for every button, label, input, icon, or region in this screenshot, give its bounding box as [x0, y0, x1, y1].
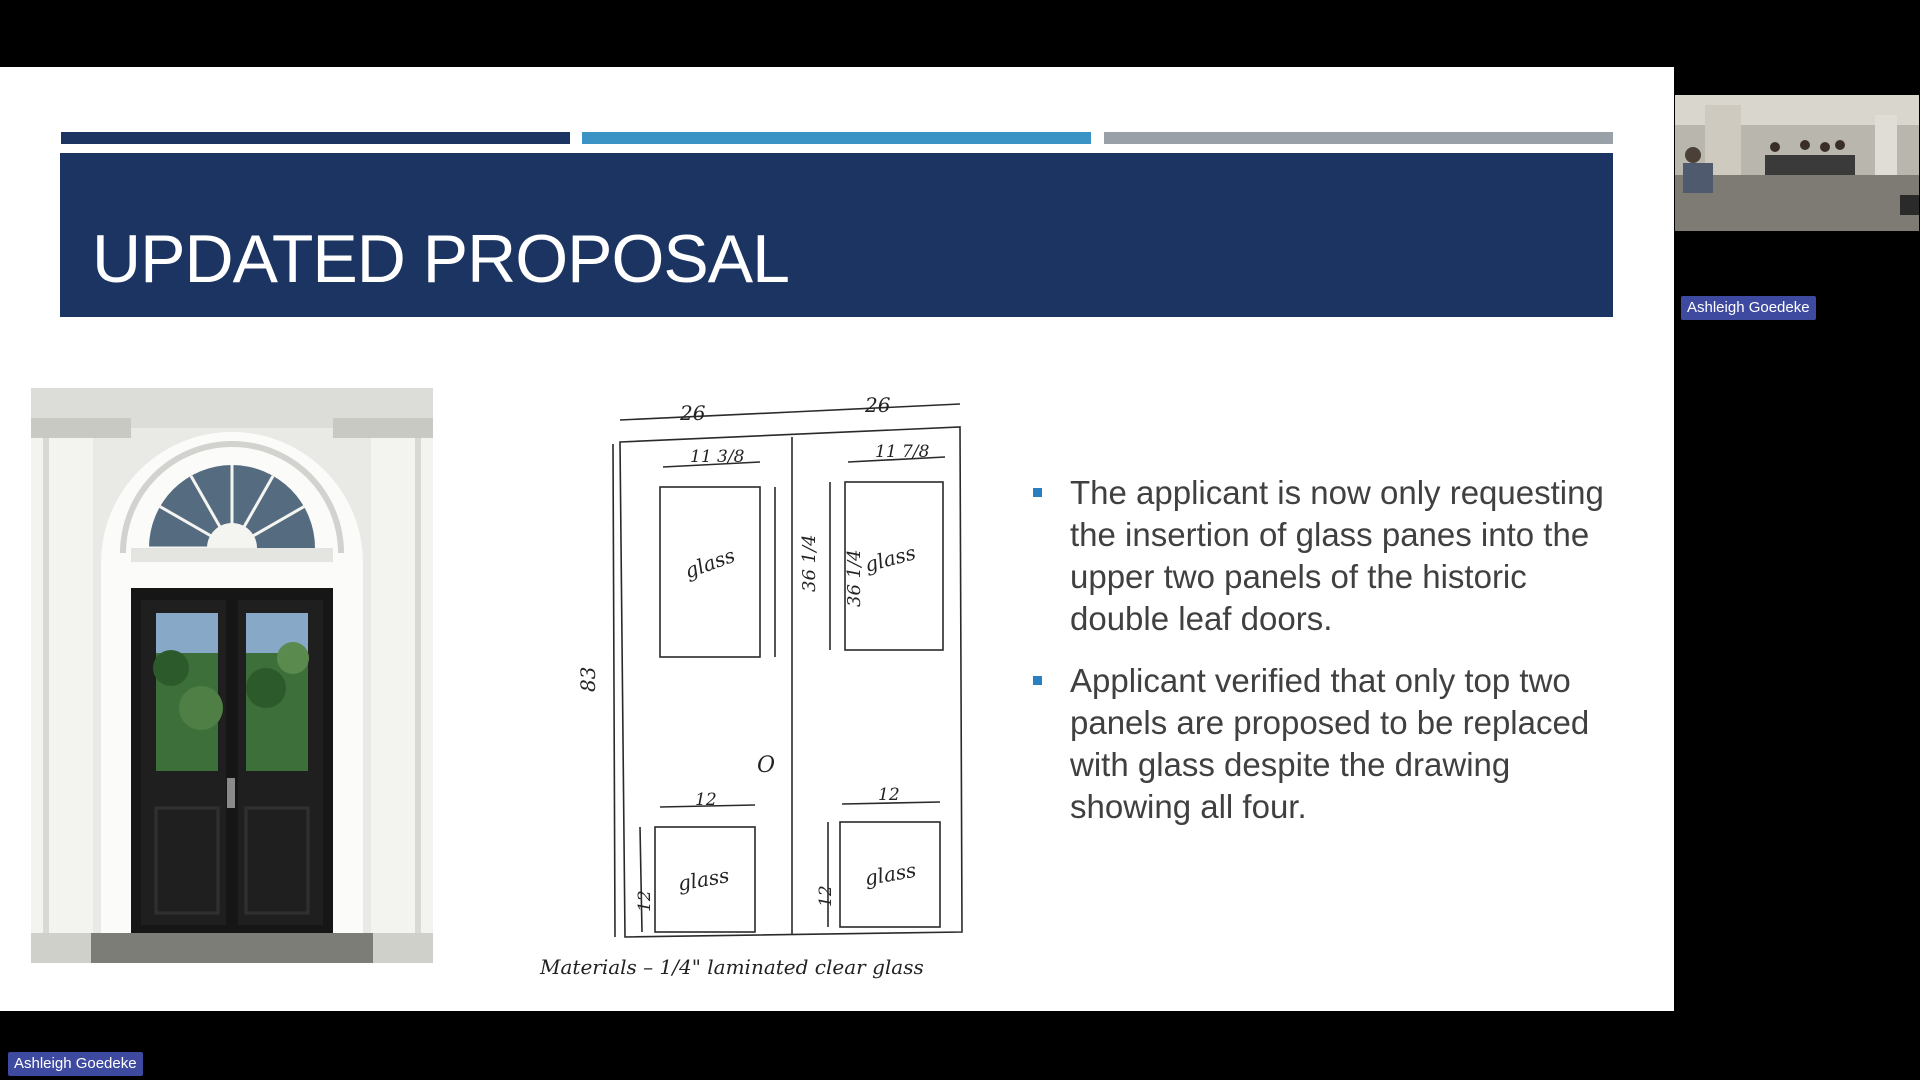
dim-lower-right-height: 12 [816, 885, 836, 907]
dim-upper-left-width: 11 3/8 [690, 447, 745, 467]
dim-upper-left-height: 36 1/4 [799, 534, 820, 592]
dim-lower-left-height: 12 [635, 890, 655, 912]
dim-width-right: 26 [865, 393, 891, 417]
title-band [60, 153, 1613, 317]
door-sketch [530, 392, 1000, 982]
accent-bar-gray [1104, 132, 1613, 144]
participant-video-tile[interactable] [1675, 95, 1919, 231]
accent-bar-navy [61, 132, 570, 144]
bullet-text: Applicant verified that only top two panels are proposed to be replaced with glass despite the drawing showing all four. [1070, 662, 1590, 825]
dim-upper-right-width: 11 7/8 [875, 442, 930, 462]
bullet-square-icon [1033, 676, 1042, 685]
dim-height: 83 [576, 666, 600, 692]
dim-width-left: 26 [680, 401, 706, 425]
bullet-item [1030, 660, 1610, 828]
dim-upper-right-height: 36 1/4 [844, 549, 865, 607]
bullet-text: The applicant is now only requesting the insertion of glass panes into the upper two panels of the historic double leaf doors. [1070, 474, 1604, 637]
bullet-item [1030, 472, 1610, 640]
slide-title: UPDATED PROPOSAL [92, 221, 789, 297]
door-photo [31, 388, 433, 963]
materials-note: Materials – 1/4" laminated clear glass [540, 955, 924, 979]
upper-right-glass-label: glass [862, 540, 919, 577]
dim-lower-left-width: 12 [695, 790, 717, 810]
sketch-knob: O [757, 753, 776, 778]
video-tile-name-tag: Ashleigh Goedeke [1681, 296, 1816, 320]
bullet-list [1030, 472, 1610, 848]
accent-bar-blue [582, 132, 1091, 144]
bullet-square-icon [1033, 488, 1042, 497]
lower-left-glass-label: glass [675, 863, 731, 896]
shared-slide [0, 67, 1674, 1011]
lower-right-glass-label: glass [862, 857, 918, 891]
upper-left-glass-label: glass [681, 543, 739, 584]
dim-lower-right-width: 12 [878, 785, 900, 805]
presenter-name-tag: Ashleigh Goedeke [8, 1052, 143, 1076]
